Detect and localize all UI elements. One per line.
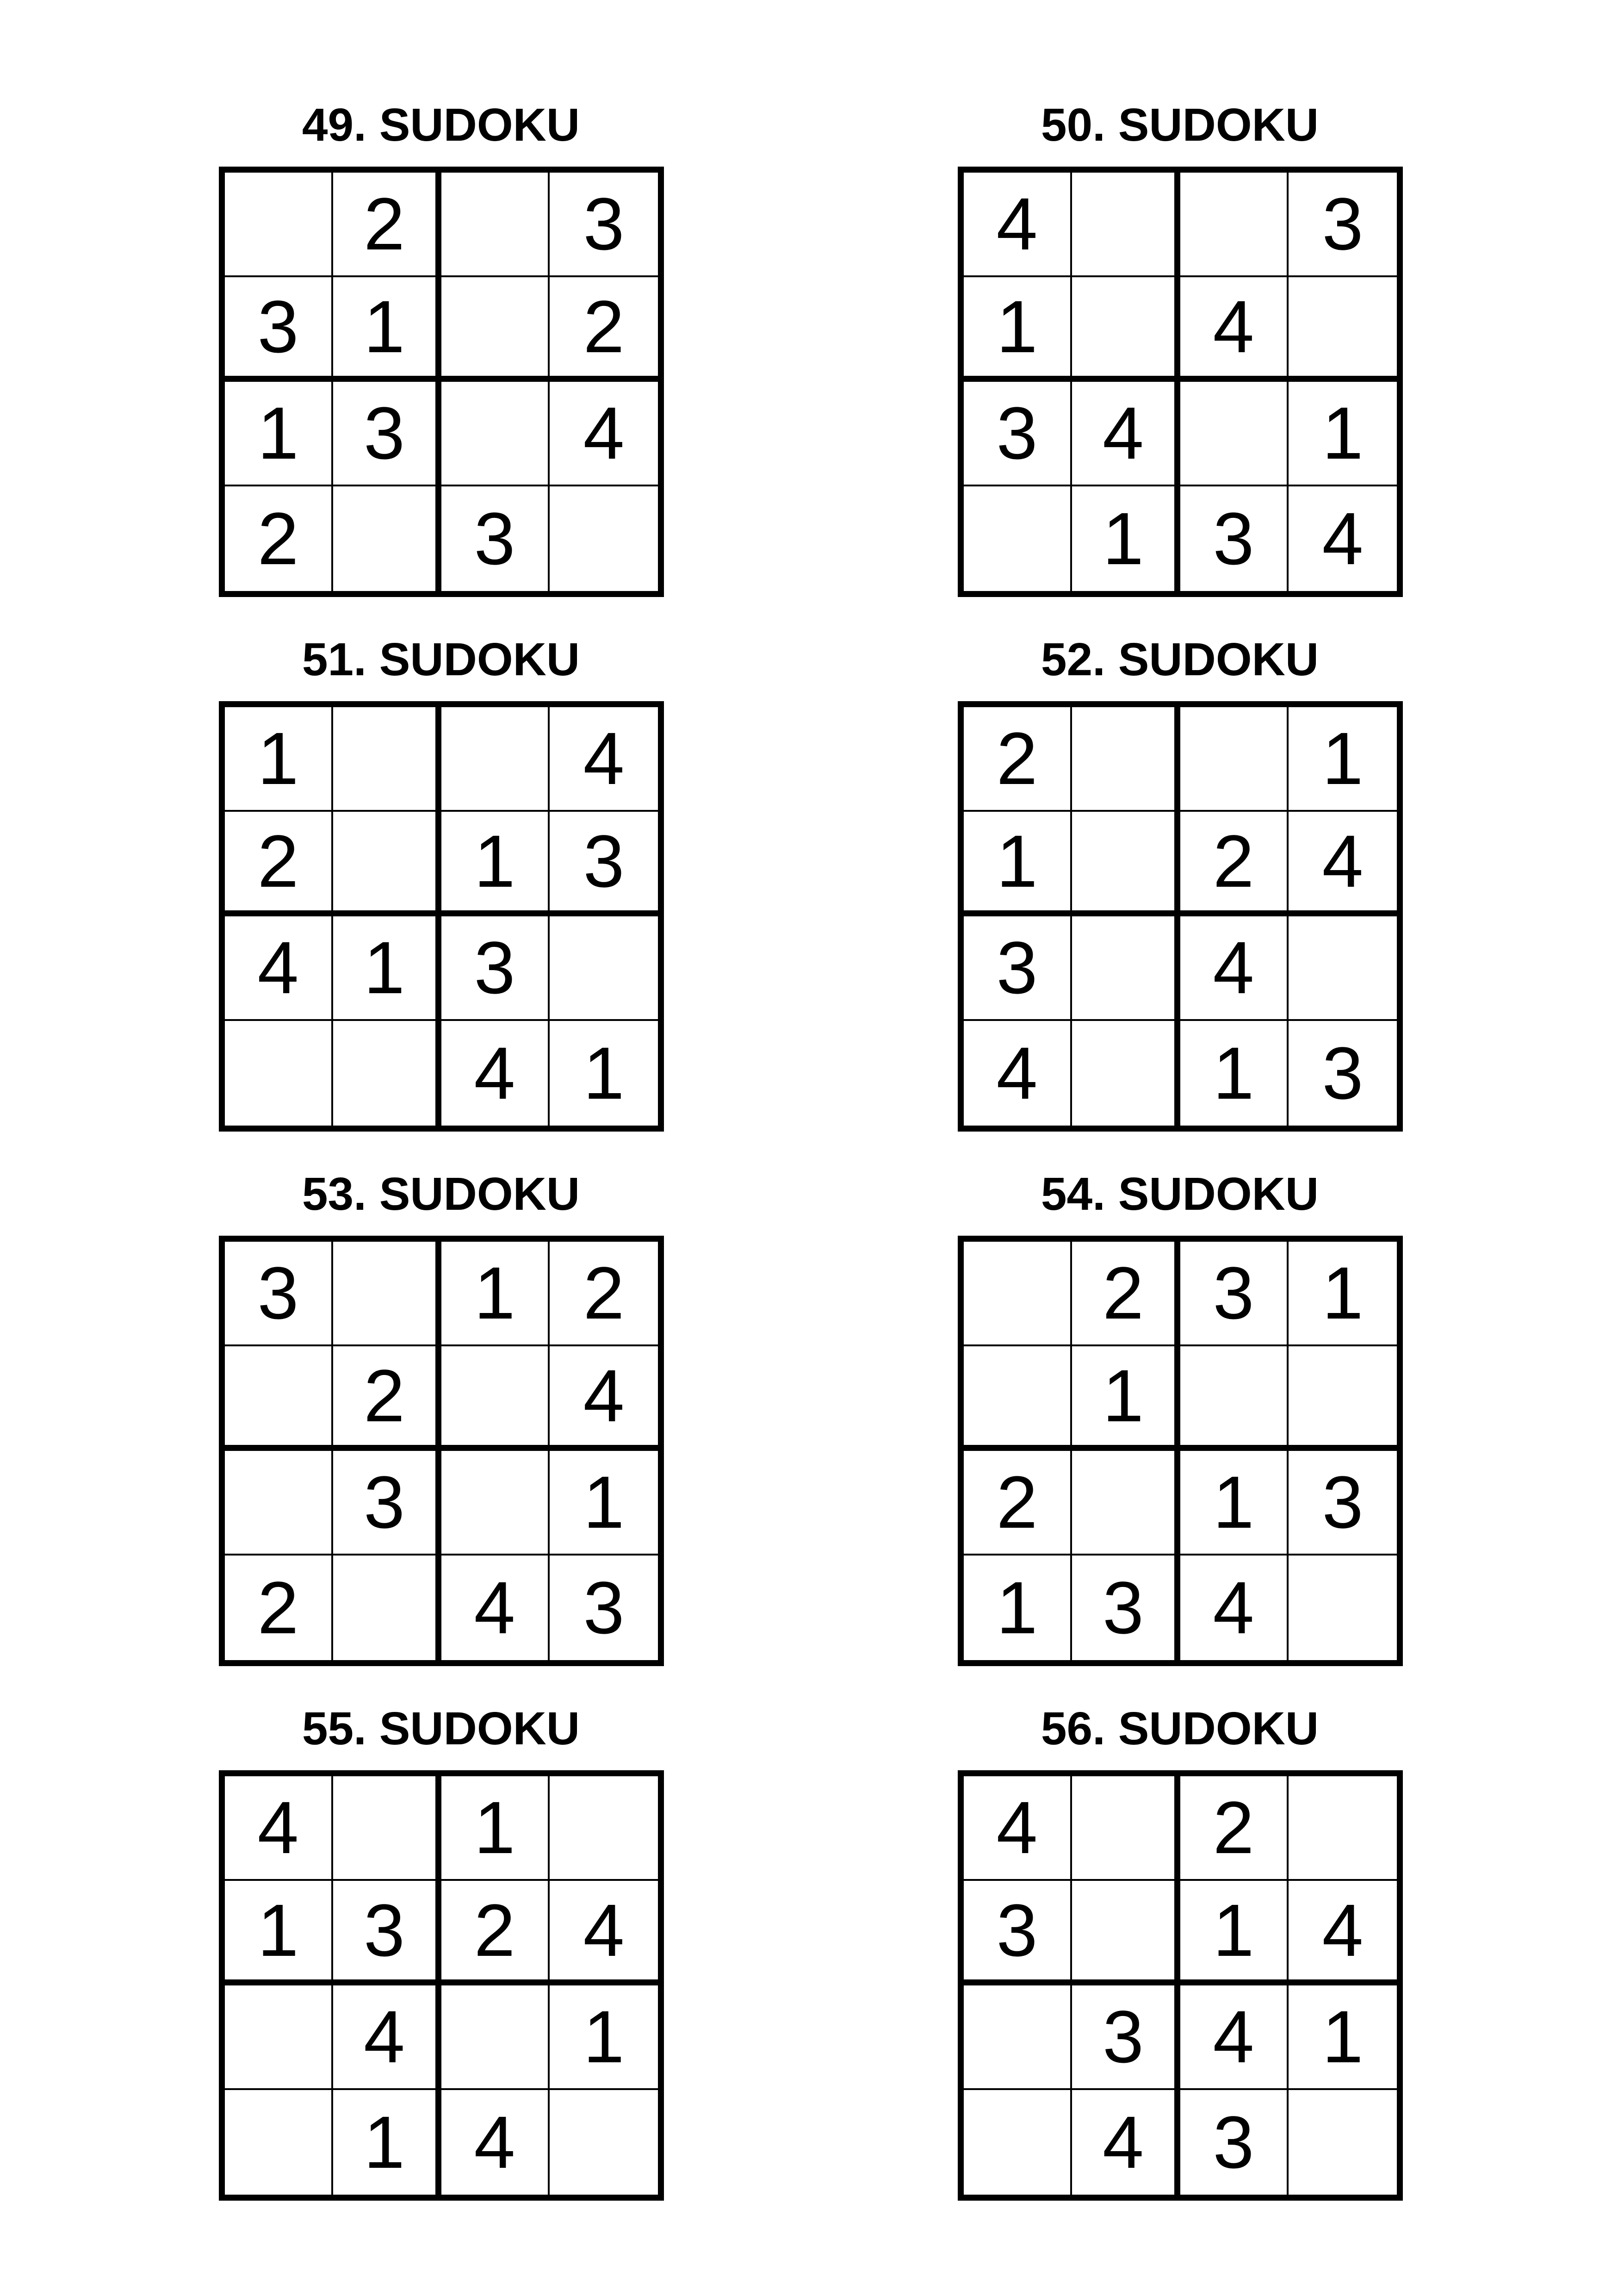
- sudoku-cell: [1072, 707, 1180, 812]
- sudoku-cell: 1: [583, 1032, 625, 1114]
- sudoku-grid: [219, 701, 664, 1132]
- sudoku-cell: 4: [964, 173, 1072, 277]
- sudoku-cell: 4: [225, 916, 333, 1021]
- sudoku-cell: 4: [1180, 916, 1289, 1021]
- sudoku-cell: 4: [550, 1346, 658, 1451]
- sudoku-cell: 1: [441, 812, 550, 916]
- sudoku-cell: [441, 1346, 550, 1451]
- sudoku-cell: 1: [333, 277, 441, 382]
- sudoku-cell: [1289, 1556, 1397, 1660]
- sudoku-cell: 3: [1289, 1451, 1397, 1556]
- sudoku-cell: 1: [1180, 1881, 1289, 1985]
- sudoku-cell: [1289, 1346, 1397, 1451]
- sudoku-cell: 1: [964, 812, 1072, 916]
- sudoku-cell: 4: [1072, 382, 1180, 486]
- sudoku-cell: 2: [550, 1242, 658, 1346]
- sudoku-cell: [1072, 277, 1180, 382]
- puzzle-title: 52. SUDOKU: [1041, 634, 1319, 685]
- sudoku-cell: [441, 382, 550, 486]
- sudoku-cell: 1: [333, 2090, 441, 2195]
- sudoku-cell: [441, 1451, 550, 1556]
- sudoku-cell: 1: [550, 1985, 658, 2090]
- sudoku-cell: [441, 173, 550, 277]
- sudoku-cell: 3: [550, 173, 658, 277]
- sudoku-cell: 2: [333, 173, 441, 277]
- sudoku-cell: [225, 2090, 333, 2195]
- sudoku-cell: 1: [441, 1776, 550, 1881]
- sudoku-cell: 4: [1289, 1881, 1397, 1985]
- sudoku-puzzle-55: [219, 1699, 663, 2198]
- sudoku-puzzle-53: [219, 1164, 663, 1664]
- sudoku-cell: [964, 1346, 1072, 1451]
- sudoku-cell: 4: [441, 2090, 550, 2195]
- sudoku-cell: [1072, 1451, 1180, 1556]
- sudoku-cell: [964, 1242, 1072, 1346]
- sudoku-cell: 4: [1072, 2090, 1180, 2195]
- sudoku-cell: 3: [1072, 1556, 1180, 1660]
- sudoku-cell: 1: [1289, 382, 1397, 486]
- puzzle-title: 54. SUDOKU: [1041, 1168, 1319, 1220]
- sudoku-grid: [958, 1236, 1403, 1666]
- sudoku-cell: 1: [1072, 1346, 1180, 1451]
- sudoku-cell: [1180, 382, 1289, 486]
- sudoku-cell: 3: [441, 486, 550, 591]
- sudoku-cell: 1: [225, 707, 333, 812]
- sudoku-cell: 3: [333, 1881, 441, 1985]
- sudoku-cell: [1289, 277, 1397, 382]
- sudoku-cell: 4: [333, 1985, 441, 2090]
- sudoku-grid: [958, 167, 1403, 597]
- sudoku-cell: 1: [1289, 1985, 1397, 2090]
- sudoku-cell: [333, 707, 441, 812]
- puzzle-title: 49. SUDOKU: [302, 99, 580, 151]
- sudoku-cell: [441, 277, 550, 382]
- puzzle-title: 55. SUDOKU: [302, 1703, 580, 1755]
- sudoku-cell: 4: [1180, 1556, 1289, 1660]
- sudoku-cell: [1180, 707, 1289, 812]
- sudoku-cell: 4: [1180, 1985, 1289, 2090]
- sudoku-cell: [333, 1556, 441, 1660]
- sudoku-cell: [333, 1242, 441, 1346]
- sudoku-cell: 1: [1072, 486, 1180, 591]
- sudoku-cell: [1072, 1021, 1180, 1126]
- sudoku-cell: 3: [1180, 1242, 1289, 1346]
- sudoku-cell: 2: [225, 486, 333, 591]
- sudoku-cell: [1180, 1346, 1289, 1451]
- sudoku-cell: 3: [1322, 1032, 1364, 1114]
- sudoku-cell: 2: [1072, 1242, 1180, 1346]
- sudoku-cell: 4: [550, 1881, 658, 1985]
- sudoku-puzzle-50: [958, 95, 1402, 595]
- sudoku-cell: [1072, 916, 1180, 1021]
- sudoku-cell: 1: [550, 1451, 658, 1556]
- sudoku-grid: [219, 1236, 664, 1666]
- sudoku-cell: 4: [550, 382, 658, 486]
- sudoku-cell: [1072, 1881, 1180, 1985]
- sudoku-cell: [333, 486, 441, 591]
- sudoku-cell: 2: [1180, 1776, 1289, 1881]
- sudoku-cell: 2: [225, 812, 333, 916]
- sudoku-cell: [964, 1985, 1072, 2090]
- sudoku-cell: 1: [225, 382, 333, 486]
- sudoku-grid: [958, 701, 1403, 1132]
- sudoku-cell: 4: [1180, 277, 1289, 382]
- sudoku-cell: 2: [964, 707, 1072, 812]
- sudoku-cell: 3: [1289, 173, 1397, 277]
- sudoku-cell: [333, 1776, 441, 1881]
- sudoku-cell: [225, 1021, 333, 1126]
- sudoku-cell: [225, 1346, 333, 1451]
- sudoku-cell: 1: [1180, 1021, 1289, 1126]
- sudoku-cell: 3: [1180, 486, 1289, 591]
- sudoku-grid: [219, 1770, 664, 2201]
- puzzle-title: 51. SUDOKU: [302, 634, 580, 685]
- sudoku-cell: 3: [1072, 1985, 1180, 2090]
- sudoku-cell: 2: [550, 277, 658, 382]
- sudoku-cell: 1: [333, 916, 441, 1021]
- sudoku-puzzle-54: [958, 1164, 1402, 1664]
- sudoku-cell: [441, 707, 550, 812]
- sudoku-cell: [441, 1985, 550, 2090]
- sudoku-cell: [225, 173, 333, 277]
- sudoku-puzzle-56: [958, 1699, 1402, 2198]
- sudoku-cell: 1: [964, 277, 1072, 382]
- sudoku-cell: 4: [225, 1776, 333, 1881]
- sudoku-cell: [1289, 916, 1397, 1021]
- sudoku-cell: 1: [441, 1242, 550, 1346]
- sudoku-cell: 4: [1289, 812, 1397, 916]
- sudoku-cell: [964, 486, 1072, 591]
- sudoku-cell: [1072, 812, 1180, 916]
- sudoku-cell: [1289, 2090, 1397, 2195]
- sudoku-cell: [964, 2090, 1072, 2195]
- sudoku-cell: [550, 2090, 658, 2195]
- sudoku-cell: [1289, 1776, 1397, 1881]
- sudoku-cell: [550, 486, 658, 591]
- sudoku-cell: [550, 1776, 658, 1881]
- sudoku-cell: [225, 1985, 333, 2090]
- sudoku-cell: [550, 916, 658, 1021]
- sudoku-cell: 1: [964, 1556, 1072, 1660]
- puzzle-title: 50. SUDOKU: [1041, 99, 1319, 151]
- puzzle-title: 53. SUDOKU: [302, 1168, 580, 1220]
- sudoku-cell: 1: [225, 1881, 333, 1985]
- sudoku-cell: 1: [1180, 1451, 1289, 1556]
- sudoku-cell: 2: [333, 1346, 441, 1451]
- sudoku-cell: 4: [441, 1556, 550, 1660]
- sudoku-cell: [225, 1451, 333, 1556]
- sudoku-puzzle-51: [219, 629, 663, 1129]
- sudoku-cell: 4: [964, 1021, 1072, 1126]
- sudoku-cell: 3: [333, 382, 441, 486]
- sudoku-grid: [219, 167, 664, 597]
- sudoku-puzzle-52: [958, 629, 1402, 1129]
- sudoku-cell: 4: [550, 707, 658, 812]
- sudoku-cell: 3: [333, 1451, 441, 1556]
- sudoku-cell: [1072, 1776, 1180, 1881]
- sudoku-cell: 1: [1289, 707, 1397, 812]
- sudoku-cell: 3: [964, 916, 1072, 1021]
- sudoku-cell: 2: [441, 1881, 550, 1985]
- sudoku-cell: 4: [1322, 497, 1364, 580]
- sudoku-cell: 3: [441, 916, 550, 1021]
- sudoku-cell: 2: [964, 1451, 1072, 1556]
- sudoku-cell: 3: [964, 382, 1072, 486]
- sudoku-cell: 3: [550, 812, 658, 916]
- sudoku-grid: [958, 1770, 1403, 2201]
- sudoku-cell: 3: [964, 1881, 1072, 1985]
- sudoku-cell: 2: [1180, 812, 1289, 916]
- sudoku-cell: 3: [1180, 2090, 1289, 2195]
- puzzle-title: 56. SUDOKU: [1041, 1703, 1319, 1755]
- sudoku-cell: 2: [225, 1556, 333, 1660]
- sudoku-puzzle-49: [219, 95, 663, 595]
- sudoku-cell: [333, 812, 441, 916]
- sudoku-cell: 3: [225, 1242, 333, 1346]
- sudoku-cell: [333, 1021, 441, 1126]
- sudoku-cell: 1: [1289, 1242, 1397, 1346]
- sudoku-cell: [1072, 173, 1180, 277]
- sudoku-cell: 3: [225, 277, 333, 382]
- sudoku-cell: 4: [441, 1021, 550, 1126]
- sudoku-cell: 4: [964, 1776, 1072, 1881]
- sudoku-cell: [1180, 173, 1289, 277]
- sudoku-cell: 3: [583, 1566, 625, 1649]
